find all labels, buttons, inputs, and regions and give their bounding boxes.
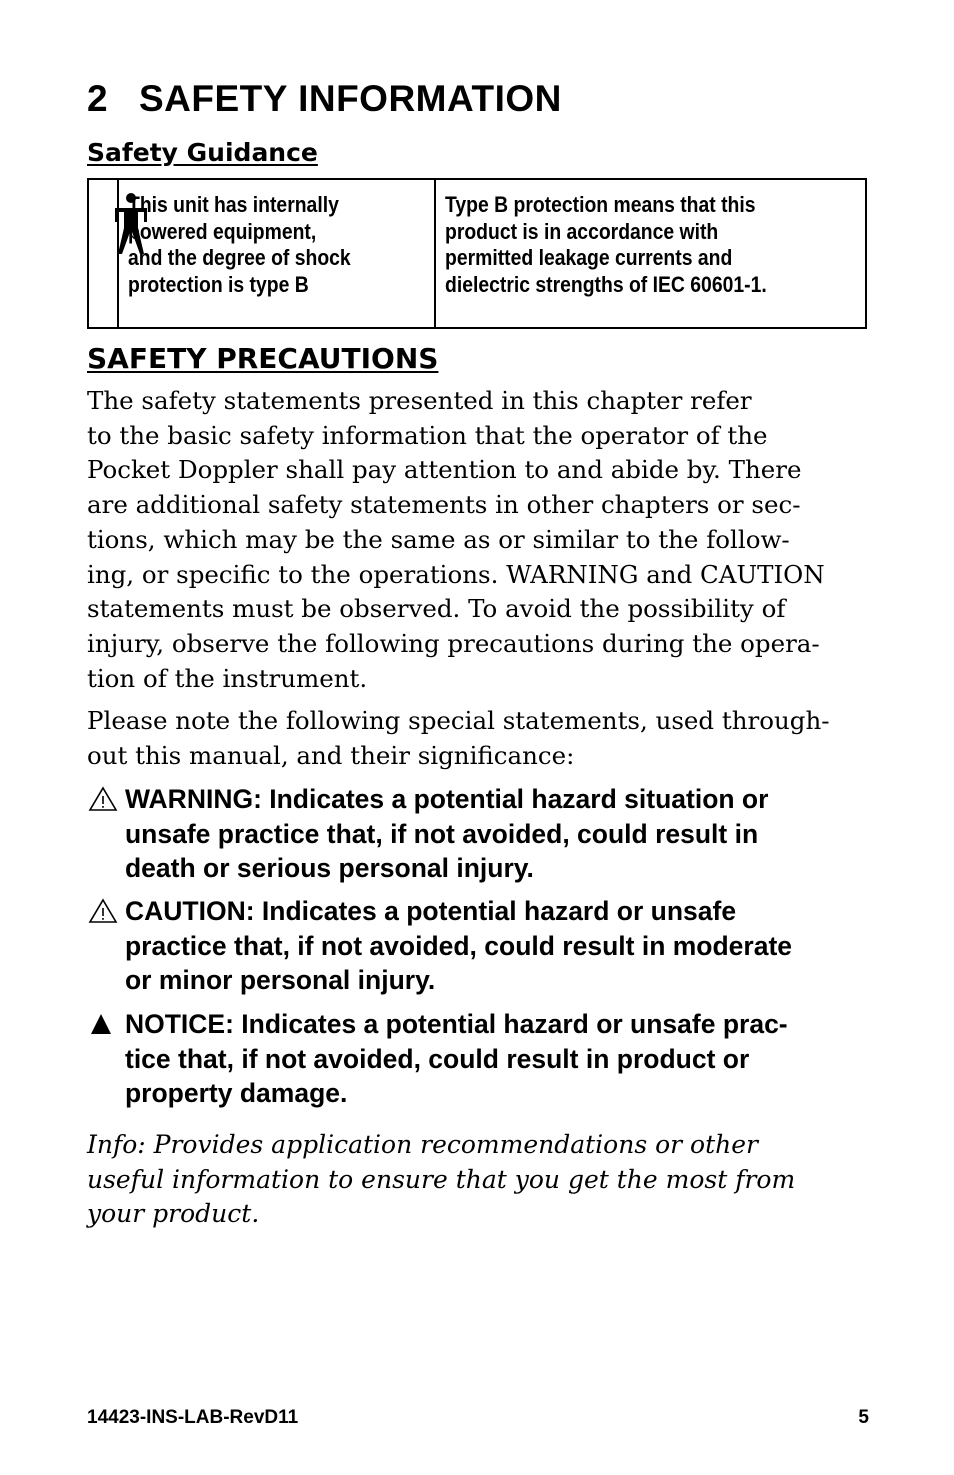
precautions-paragraph-1 xyxy=(87,384,887,696)
safety-guidance-cell-1 xyxy=(119,180,436,327)
safety-guidance-heading: Safety Guidance xyxy=(87,138,318,167)
info-line: your product. xyxy=(87,1199,260,1229)
notice-line: tice that, if not avoided, could result in product or xyxy=(125,1043,750,1074)
info-line: Info: Provides application recommendations or other xyxy=(87,1130,758,1159)
precautions-paragraph-2 xyxy=(87,704,887,773)
paragraph-line: ing, or specific to the operations. WARNING and CAUTION xyxy=(87,559,825,589)
caution-line: or minor personal injury. xyxy=(125,965,436,996)
paragraph-line: injury, observe the following precautions during the opera- xyxy=(87,628,820,658)
paragraph-line: Pocket Doppler shall pay attention to and abide by. There xyxy=(87,455,802,485)
warning-triangle-outline-icon xyxy=(87,782,119,816)
manual-page xyxy=(87,0,869,1475)
cell-2-line: permitted leakage currents and xyxy=(445,245,733,270)
paragraph-line: statements must be observed. To avoid the possibility of xyxy=(87,594,786,624)
cell-1-line: This unit has internally xyxy=(128,192,339,217)
safety-precautions-heading: SAFETY PRECAUTIONS xyxy=(87,342,439,375)
warning-line: unsafe practice that, if not avoided, could result in xyxy=(125,818,759,849)
paragraph-line: tion of the instrument. xyxy=(87,663,368,693)
paragraph-line: tions, which may be the same as or similar to the follow- xyxy=(87,524,790,554)
notice-line: NOTICE: Indicates a potential hazard or unsafe prac- xyxy=(125,1009,788,1039)
chapter-title xyxy=(87,78,562,120)
warning-line: WARNING: Indicates a potential hazard situation or xyxy=(125,784,769,814)
paragraph-line: out this manual, and their significance: xyxy=(87,740,575,770)
caution-line: CAUTION: Indicates a potential hazard or unsafe xyxy=(125,896,737,926)
cell-1-line: protection is type B xyxy=(128,271,309,297)
cell-1-line: and the degree of shock xyxy=(128,245,351,270)
notice-line: property damage. xyxy=(125,1078,348,1109)
cell-2-line: product is in accordance with xyxy=(445,218,719,244)
paragraph-line: to the basic safety information that the operator of the xyxy=(87,420,768,450)
cell-2-line: Type B protection means that this xyxy=(445,192,756,217)
cell-2-line: dielectric strengths of IEC 60601-1. xyxy=(445,271,767,297)
chapter-title-text: SAFETY INFORMATION xyxy=(139,78,562,119)
safety-guidance-cell-2 xyxy=(436,180,865,327)
caution-triangle-outline-icon xyxy=(87,894,119,928)
paragraph-line: The safety statements presented in this chapter refer xyxy=(87,386,752,415)
paragraph-line: are additional safety statements in other chapters or sec- xyxy=(87,490,801,520)
notice-triangle-filled-icon xyxy=(87,1007,119,1041)
safety-guidance-table xyxy=(87,178,867,329)
info-statement xyxy=(87,1128,887,1232)
warning-line: death or serious personal injury. xyxy=(125,853,534,884)
paragraph-line: Please note the following special statements, used through- xyxy=(87,706,830,735)
chapter-number: 2 xyxy=(87,78,109,119)
caution-line: practice that, if not avoided, could result in moderate xyxy=(125,930,793,961)
cell-1-line: powered equipment, xyxy=(128,218,317,244)
footer-doc-id: 14423-INS-LAB-RevD11 xyxy=(87,1407,299,1428)
footer-page-number: 5 xyxy=(858,1407,869,1428)
safety-guidance-icon-cell xyxy=(89,180,119,327)
info-line: useful information to ensure that you get the most from xyxy=(87,1164,796,1194)
